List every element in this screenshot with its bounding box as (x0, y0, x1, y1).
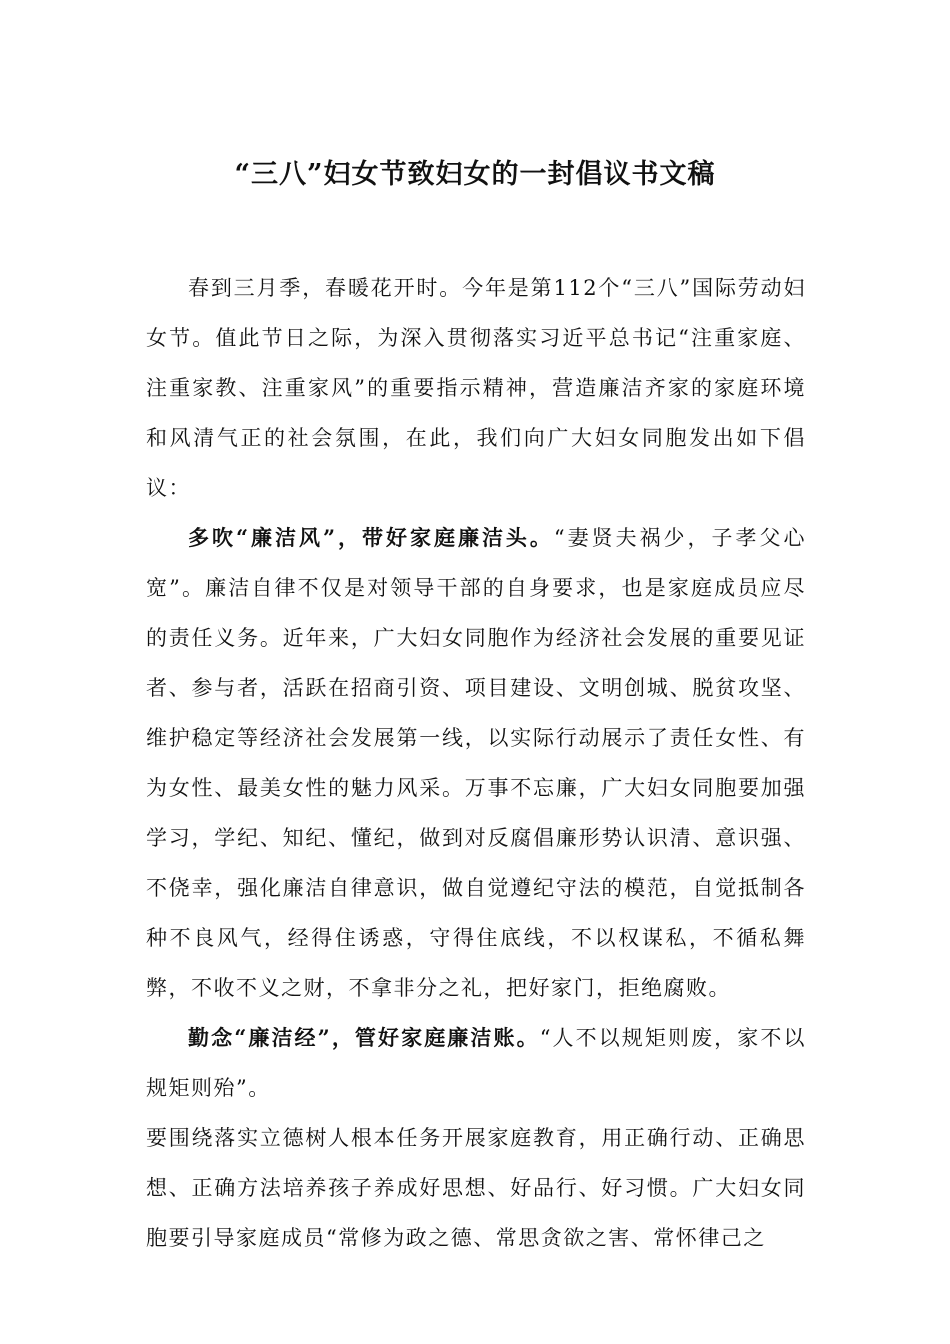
paragraph-lead: 多吹“廉洁风”，带好家庭廉洁头。 (188, 525, 554, 550)
document-body (146, 263, 806, 1263)
paragraph-text: 春到三月季，春暖花开时。今年是第112个“三八”国际劳动妇女节。值此节日之际，为深入贯彻落实习近平总书记“注重家庭、注重家教、注重家风”的重要指示精神，营造廉洁齐家的家庭环境和风清气正的社会氛围，在此，我们向广大妇女同胞发出如下倡议： (146, 276, 806, 500)
paragraph-point-two (146, 1013, 806, 1113)
paragraph-text: 要围绕落实立德树人根本任务开展家庭教育，用正确行动、正确思想、正确方法培养孩子养成好思想、好品行、好习惯。广大妇女同胞要引导家庭成员“常修为政之德、常思贪欲之害、常怀律己之 (146, 1126, 806, 1250)
paragraph-continuation (146, 1113, 806, 1263)
paragraph-text: “妻贤夫祸少，子孝父心宽”。廉洁自律不仅是对领导干部的自身要求，也是家庭成员应尽的责任义务。近年来，广大妇女同胞作为经济社会发展的重要见证者、参与者，活跃在招商引资、项目建设、文明创城、脱贫攻坚、维护稳定等经济社会发展第一线，以实际行动展示了责任女性、有为女性、最美女性的魅力风采。万事不忘廉，广大妇女同胞要加强学习，学纪、知纪、懂纪，做到对反腐倡廉形势认识清、意识强、不侥幸，强化廉洁自律意识，做自觉遵纪守法的模范，自觉抵制各种不良风气，经得住诱惑，守得住底线，不以权谋私，不循私舞弊，不收不义之财，不拿非分之礼，把好家门，拒绝腐败。 (146, 526, 806, 1000)
paragraph-lead: 勤念“廉洁经”，管好家庭廉洁账。 (188, 1025, 540, 1050)
paragraph-point-one (146, 513, 806, 1013)
paragraph-intro (146, 263, 806, 513)
document-title: “三八”妇女节致妇女的一封倡议书文稿 (234, 159, 716, 190)
paragraph-text: “人不以规矩则废，家不以规矩则殆”。 (146, 1026, 806, 1100)
